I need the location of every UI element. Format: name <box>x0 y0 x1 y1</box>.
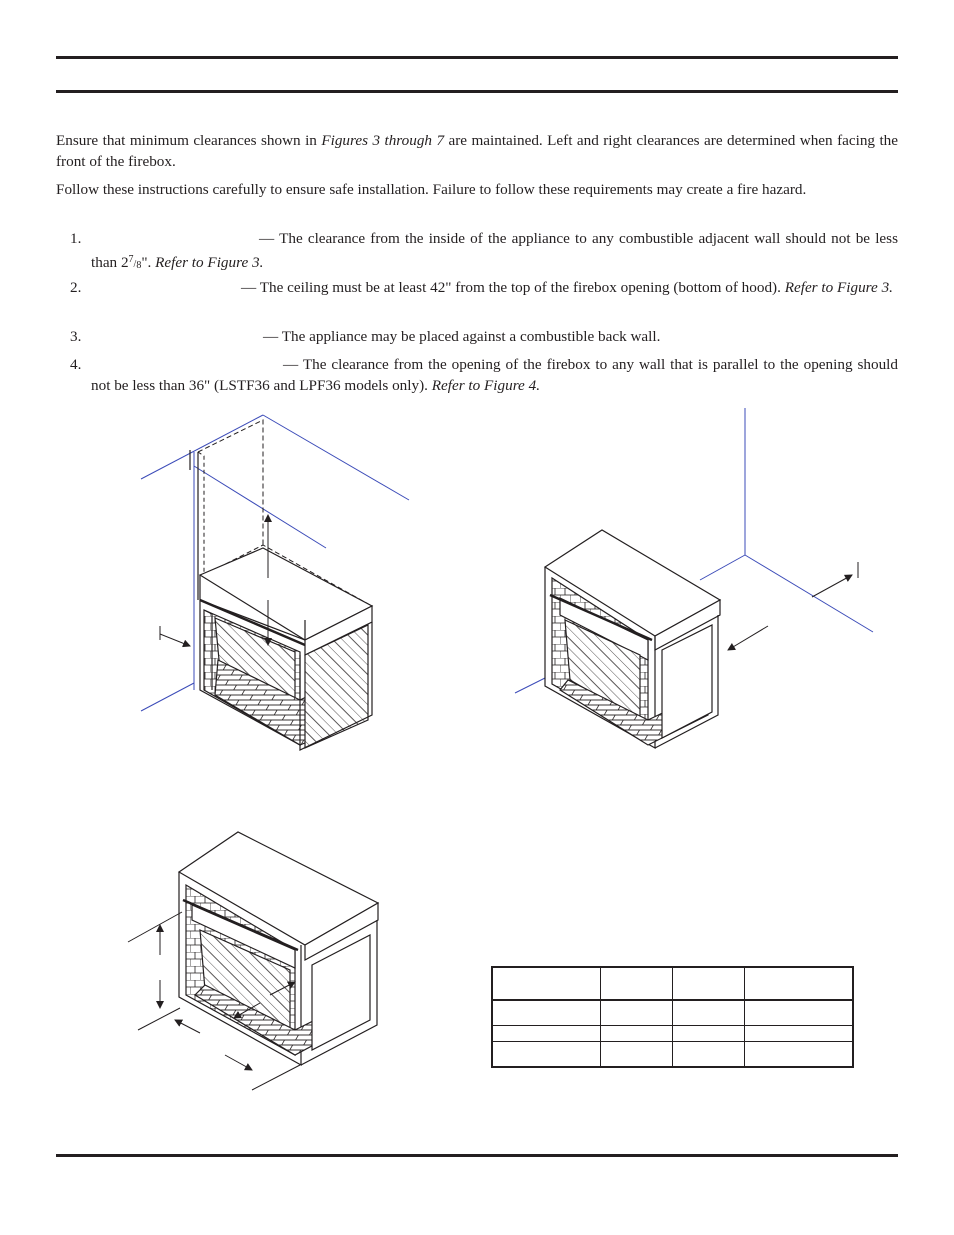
list-number: 2. <box>70 279 82 296</box>
figure-4-arrows <box>728 562 858 650</box>
list-text: — The clearance from the opening of the firebox to any wall that is parallel to the opening should not be less than 36" (LSTF36 and LPF36 models only). <box>91 356 898 394</box>
list-number: 4. <box>70 356 82 373</box>
intro-paragraph-1 <box>56 130 898 172</box>
figure-5-arrows <box>128 912 300 1090</box>
figure-3-walls <box>141 415 409 711</box>
footer-rule <box>56 1154 898 1157</box>
table-row <box>492 1000 853 1025</box>
figure-ref: Refer to Figure 3. <box>784 279 893 296</box>
table-header-row <box>492 967 853 1000</box>
figure-3-arrows <box>160 515 268 646</box>
figure-4-walls <box>515 408 873 693</box>
intro-figure-ref: Figures 3 through 7 <box>321 132 445 149</box>
intro-paragraph-2: Follow these instructions carefully to ensure safe installation. Failure to follow these requirements may create a fire hazard. <box>56 181 807 198</box>
table-row <box>492 1042 853 1067</box>
list-number: 1. <box>70 230 82 247</box>
fraction: 7/8 <box>128 254 142 271</box>
header-rule-bottom <box>56 90 898 93</box>
intro-text-b: are maintained. Left and right clearances are determined when facing the front of the firebox. <box>56 132 899 170</box>
list-text: — The ceiling must be at least 42" from the top of the firebox opening (bottom of hood). <box>241 279 785 296</box>
table-row <box>492 1025 853 1042</box>
list-text: — The clearance from the inside of the appliance to any combustible adjacent wall should not be less than 2 <box>91 230 898 271</box>
figure-ref: Refer to Figure 4. <box>431 377 540 394</box>
clearance-table <box>491 966 854 1068</box>
figure-ref: Refer to Figure 3. <box>155 254 264 271</box>
intro-text-a: Ensure that minimum clearances shown in <box>56 132 322 149</box>
figure-3-firebox <box>200 548 372 750</box>
figure-5-firebox <box>179 832 378 1065</box>
list-number: 3. <box>70 328 82 345</box>
header-rule-top <box>56 56 898 59</box>
list-text-end: ". <box>141 254 156 271</box>
figure-3-hood-outline <box>190 420 370 605</box>
figure-4-firebox <box>545 530 720 748</box>
list-text: — The appliance may be placed against a combustible back wall. <box>263 328 661 345</box>
